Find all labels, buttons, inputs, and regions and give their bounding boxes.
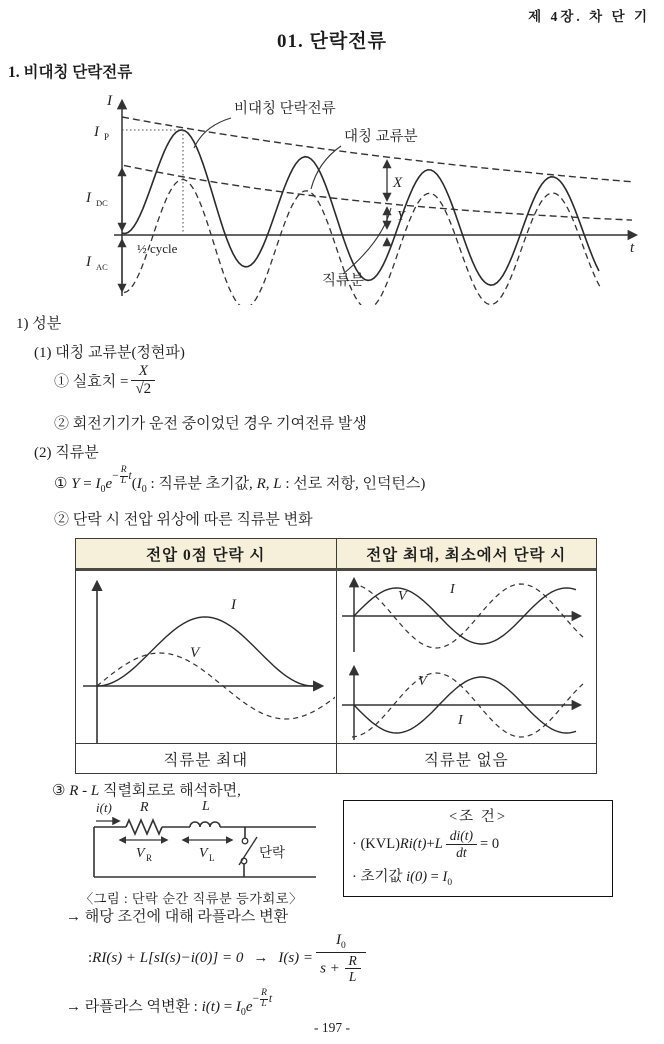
vr-subscript: R (146, 853, 153, 863)
item-sym-ac: (1) 대칭 교류분(정현파) (34, 345, 185, 361)
initial-value-line (352, 865, 604, 888)
rl-heading-rest: 직렬회로로 해석하면, (99, 783, 241, 799)
dc1-prefix: ① (54, 476, 72, 492)
iac-subscript: AC (96, 262, 108, 272)
dc-decay-formula (54, 464, 426, 495)
laplace-equation (88, 932, 369, 985)
dc1-exp-frac (120, 466, 128, 487)
item-rotating-machine: ② 회전기기가 운전 중이었던 경우 기여전류 발생 (54, 416, 367, 432)
dc1-exp-den: L (120, 475, 127, 486)
t-axis-label: t (630, 240, 635, 256)
inv-eq: = (219, 999, 236, 1015)
inv-it: i(t) (201, 999, 220, 1015)
i-axis-label: I (107, 93, 112, 109)
y-mark-label: Y (397, 209, 405, 224)
voltage-max-plot (338, 572, 594, 656)
switch-branch-wires (244, 827, 245, 877)
vl-subscript: L (209, 853, 215, 863)
inv-e: e (245, 999, 253, 1015)
kvl-l-term: L (434, 835, 443, 852)
asymmetric-current-graph (82, 90, 647, 305)
inv-exp-frac (260, 989, 268, 1010)
inv-exp-num: R (261, 987, 267, 998)
dc1-rl: R, L (256, 476, 282, 492)
dc1-desc2: : 선로 저항, 인덕턴스) (281, 476, 426, 492)
idc-label: I (86, 190, 91, 206)
laplace-eq-is: I(s) = (278, 949, 314, 966)
kvl-derivative-fraction (446, 828, 477, 860)
current-label: I (457, 713, 463, 728)
caption-dc-max: 직류분 최대 (163, 752, 249, 769)
table-header-right: 전압 최대, 최소에서 단락 시 (336, 539, 597, 568)
inv-prefix: → 라플라스 역변환 : (66, 999, 202, 1015)
upper-envelope-curve (122, 117, 634, 182)
idc-subscript: DC (96, 198, 108, 208)
inv-I-sub: 0 (240, 1007, 246, 1018)
inverse-laplace-line (66, 987, 273, 1018)
init-I: I (442, 869, 448, 886)
dc1-y: Y (71, 476, 80, 492)
rms-prefix: ① 실효치 = (54, 374, 129, 391)
rms-fraction (131, 363, 155, 399)
init-i0: i(0) (406, 869, 428, 886)
ip-subscript: P (104, 132, 110, 142)
item-dc-component: (2) 직류분 (34, 445, 99, 461)
table-caption-row (76, 743, 596, 773)
components-heading: 1) 성분 (16, 316, 62, 332)
voltage-min-plot (338, 658, 594, 742)
condition-title: <조 건> (449, 809, 507, 825)
dc1-e: e (105, 476, 113, 492)
dc-component-label: 직류분 (322, 273, 365, 289)
symac-label-leader (311, 146, 341, 189)
dc1-exp-num: R (120, 464, 127, 475)
iac-label: I (86, 254, 91, 270)
table-header-left: 전압 0점 단락 시 (146, 547, 266, 564)
rl-heading-rl: R - L (69, 783, 100, 799)
ip-label: I (94, 124, 99, 140)
current-curve (97, 617, 313, 686)
table-body-row (76, 571, 596, 743)
rms-numerator: X (131, 363, 155, 381)
resistor-symbol (126, 820, 162, 834)
dc-variation-table (75, 538, 597, 774)
init-eq: = (427, 869, 443, 886)
laplace-fraction-num (316, 932, 366, 953)
kvl-equals-zero: = 0 (480, 835, 500, 852)
dc1-i0: I (95, 476, 101, 492)
laplace-den-r: R (345, 953, 361, 970)
current-label: I (449, 582, 455, 597)
inductor-symbol (190, 822, 220, 827)
voltage-label: V (397, 589, 407, 604)
circuit-caption: 〈그림 : 단락 순간 직류분 등가회로〉 (80, 891, 303, 906)
current-label: i(t) (96, 800, 112, 815)
laplace-eq-main: RI(s) + L[sI(s)−i(0)] = 0 (92, 949, 244, 966)
laplace-den-rl-fraction (345, 953, 361, 985)
table-header-row (76, 539, 596, 571)
section-heading: 1. 비대칭 단락전류 (8, 64, 133, 81)
inv-exp-t: t (268, 993, 273, 1005)
voltage-zero-plot (77, 571, 335, 743)
asymmetric-current-curve (122, 130, 599, 285)
current-label: I (231, 597, 236, 613)
short-circuit-label: 단락 (259, 845, 286, 860)
laplace-result-fraction (316, 932, 366, 985)
kvl-equation (352, 828, 604, 860)
cell-voltage-zero (76, 571, 336, 743)
vl-label: V (199, 846, 208, 861)
inductor-label: L (202, 799, 210, 814)
laplace-num-sub: 0 (341, 941, 346, 951)
dc1-desc1: : 직류분 초기값, (146, 476, 257, 492)
page-number: - 197 - (314, 1020, 350, 1035)
rl-equivalent-circuit (86, 794, 321, 886)
laplace-transform-line: → 해당 조건에 대해 라플라스 변환 (66, 909, 289, 925)
condition-box (343, 800, 613, 897)
laplace-eq-arrow: → (253, 949, 269, 966)
laplace-den-l: L (348, 969, 357, 985)
cell-voltage-max-min (336, 571, 597, 743)
rl-heading-num: ③ (52, 783, 70, 799)
item-phase-variation: ② 단락 시 전압 위상에 따른 직류분 변화 (54, 512, 313, 528)
sym-ac-label: 대칭 교류분 (344, 129, 418, 145)
voltage-label: V (190, 645, 200, 661)
voltage-label: V (417, 674, 427, 689)
init-prefix: · 초기값 (352, 869, 407, 886)
inv-I: I (235, 999, 241, 1015)
laplace-num-I: I (336, 932, 342, 948)
switch-contact-top (242, 838, 248, 844)
kvl-prefix: · (KVL) (352, 835, 400, 852)
dc1-i0-2: I (136, 476, 142, 492)
resistor-label: R (140, 800, 149, 815)
half-cycle-label: ½ cycle (137, 241, 178, 256)
kvl-derivative-num: di(t) (446, 828, 477, 845)
asym-current-label: 비대칭 단락전류 (234, 101, 336, 117)
vr-label: V (136, 846, 145, 861)
rms-denominator: √2 (135, 381, 152, 398)
init-I-sub: 0 (447, 877, 453, 888)
x-mark-label: X (393, 175, 403, 191)
rms-formula (54, 363, 158, 399)
dc1-i0-sub: 0 (100, 484, 106, 495)
kvl-plus: + (426, 835, 435, 852)
dc1-exp-minus: − (112, 470, 119, 482)
dc-component-envelope-curve (124, 165, 632, 220)
dc1-paren-open: ( (131, 476, 137, 492)
dc1-eq: = (79, 476, 96, 492)
inv-exp-minus: − (252, 993, 260, 1005)
page-title: 01. 단락전류 (277, 31, 387, 52)
kvl-derivative-den: dt (456, 844, 467, 860)
dc1-i0-2-sub: 0 (141, 484, 147, 495)
laplace-fraction-den (316, 953, 366, 985)
chapter-header: 제 4장. 차 단 기 (528, 9, 650, 24)
laplace-eq-colon: : (88, 949, 93, 966)
inv-exp-den: L (261, 998, 267, 1009)
laplace-den-s: s + (320, 960, 344, 977)
kvl-ri-term: Ri(t) (399, 835, 427, 852)
inv-exponent (253, 989, 273, 1010)
dc1-exponent (112, 466, 132, 487)
dc1-exp-t: t (128, 470, 132, 482)
caption-dc-none: 직류분 없음 (336, 744, 597, 773)
